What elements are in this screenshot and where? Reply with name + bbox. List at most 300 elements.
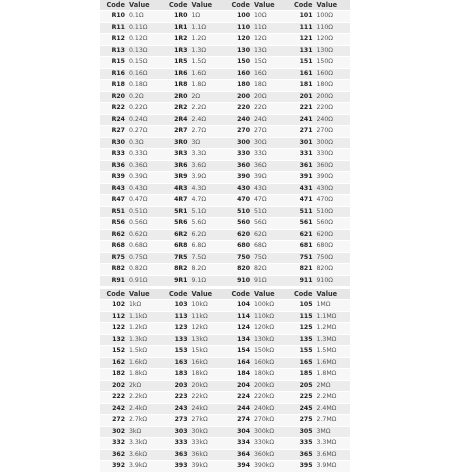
resistor-code: 135 [299, 335, 313, 343]
resistance-value: 4.3Ω [191, 184, 207, 192]
resistor-code: 335 [299, 439, 313, 446]
resistance-value: 0.39Ω [129, 173, 148, 180]
resistance-value: 130Ω [316, 46, 334, 54]
resistance-value: 200kΩ [254, 381, 275, 389]
table-row [163, 438, 226, 450]
resistor-code: 224 [237, 393, 250, 400]
resistor-code: 113 [174, 312, 188, 320]
resistor-code: 511 [299, 207, 313, 215]
table-row [163, 276, 226, 288]
resistor-code: 105 [299, 301, 313, 308]
table-row [100, 23, 163, 35]
resistor-code: 245 [299, 404, 313, 412]
resistance-value: 100Ω [316, 12, 334, 19]
resistor-code: 125 [299, 324, 313, 331]
table-row [163, 184, 226, 196]
resistance-value: 9.1Ω [191, 276, 207, 284]
resistance-value: 510Ω [316, 207, 334, 215]
resistance-value: 16Ω [254, 69, 267, 77]
resistor-code: 104 [237, 301, 250, 308]
resistor-code: R18 [111, 81, 125, 88]
resistance-value: 0.12Ω [129, 35, 148, 42]
resistor-code: 1R3 [174, 46, 188, 54]
table-row [225, 161, 288, 173]
column-header [100, 289, 163, 300]
resistance-value: 18kΩ [191, 370, 208, 377]
resistor-code: 164 [237, 358, 250, 366]
table-row [100, 358, 163, 370]
table-row [163, 358, 226, 370]
header-code-label: Code [168, 1, 188, 9]
resistor-code: 122 [112, 324, 125, 331]
resistance-value: 180kΩ [254, 370, 275, 377]
table-row [163, 392, 226, 404]
table-row [100, 427, 163, 439]
resistance-value: 0.15Ω [129, 58, 148, 65]
table-row [225, 276, 288, 288]
resistance-value: 0.43Ω [129, 184, 148, 192]
resistance-value: 1.1kΩ [129, 312, 148, 320]
resistor-code: 101 [299, 12, 313, 19]
header-value-label: Value [129, 1, 150, 9]
table-row [288, 264, 351, 276]
resistance-value: 68Ω [254, 242, 267, 249]
resistance-value: 2.2Ω [191, 104, 207, 111]
resistance-value: 51Ω [254, 207, 267, 215]
table-row [100, 312, 163, 324]
resistance-value: 0.68Ω [129, 242, 148, 249]
resistor-code: 134 [237, 335, 250, 343]
resistor-code: 182 [112, 370, 125, 377]
table-row [100, 323, 163, 335]
resistance-value: 750Ω [316, 253, 334, 261]
resistance-value: 27kΩ [191, 416, 208, 423]
table-row [225, 80, 288, 92]
resistance-value: 1.5kΩ [129, 347, 148, 354]
resistance-value: 220Ω [316, 104, 334, 111]
resistance-value: 2Ω [191, 92, 201, 100]
resistor-code: 334 [237, 439, 250, 446]
header-code-label: Code [231, 1, 250, 9]
resistor-code: 161 [299, 69, 313, 77]
header-value-label: Value [316, 290, 338, 298]
resistor-code: 510 [237, 207, 250, 215]
resistor-code: 114 [237, 312, 250, 320]
resistor-code: 181 [299, 81, 313, 88]
resistor-code: 330 [237, 150, 250, 157]
table-row [100, 195, 163, 207]
table-row [163, 312, 226, 324]
header-code-label: Code [293, 290, 313, 298]
table-row [163, 11, 226, 23]
resistance-value: 1.3MΩ [316, 335, 337, 343]
resistance-value: 16kΩ [191, 358, 208, 366]
resistor-code: 1R1 [174, 23, 188, 31]
resistance-value: 4.7Ω [191, 196, 207, 203]
table-row [100, 241, 163, 253]
resistor-code: 202 [112, 381, 125, 389]
resistance-value: 82Ω [254, 265, 267, 272]
resistance-value: 3.3MΩ [316, 439, 337, 446]
resistance-value: 240kΩ [254, 404, 275, 412]
resistor-code: R13 [111, 46, 125, 54]
resistance-value: 10kΩ [191, 301, 208, 308]
header-value-label: Value [191, 290, 213, 298]
resistance-value: 11Ω [254, 23, 267, 31]
resistance-value: 12kΩ [191, 324, 208, 331]
resistor-code: R75 [111, 253, 125, 261]
resistance-value: 13Ω [254, 46, 267, 54]
table-row [100, 264, 163, 276]
resistor-code: 272 [112, 416, 125, 423]
table-row [225, 23, 288, 35]
table-row [288, 253, 351, 265]
resistor-code: 6R2 [174, 230, 188, 238]
table-row [100, 92, 163, 104]
resistor-code: 470 [237, 196, 250, 203]
table-row [225, 415, 288, 427]
table-row [225, 69, 288, 81]
resistance-value: 0.27Ω [129, 127, 148, 134]
table-row [100, 438, 163, 450]
resistor-code: R62 [111, 230, 125, 238]
resistor-code: R15 [111, 58, 125, 65]
resistance-value: 18Ω [254, 81, 267, 88]
resistance-value: 110Ω [316, 23, 334, 31]
table-row [288, 323, 351, 335]
resistance-value: 3.9Ω [191, 173, 207, 180]
resistor-code: 391 [299, 173, 313, 180]
resistor-code: 273 [174, 416, 188, 423]
table-row [163, 34, 226, 46]
table-row [100, 415, 163, 427]
resistor-code: 2R7 [174, 127, 188, 134]
resistance-value: 1.1Ω [191, 23, 207, 31]
table-row [288, 218, 351, 230]
resistor-code: 680 [237, 242, 250, 249]
resistor-code: 123 [174, 324, 188, 331]
resistor-code: 361 [299, 161, 313, 169]
resistance-value: 2.2MΩ [316, 393, 337, 400]
resistor-code-table [100, 0, 350, 469]
resistance-value: 0.75Ω [129, 253, 148, 261]
table-row [100, 46, 163, 58]
resistance-value: 120Ω [316, 35, 334, 42]
resistance-value: 1.6Ω [191, 69, 207, 77]
resistor-code: 131 [299, 46, 313, 54]
resistor-code: 241 [299, 115, 313, 123]
resistance-value: 390Ω [316, 173, 334, 180]
resistor-code: 2R4 [174, 115, 188, 123]
resistor-code: R16 [111, 69, 125, 77]
table-row [163, 264, 226, 276]
table-row [288, 369, 351, 381]
table-row [100, 218, 163, 230]
resistor-code: 393 [174, 462, 188, 469]
resistor-code: 1R8 [174, 81, 188, 88]
resistance-value: 1.6kΩ [129, 358, 148, 366]
resistance-value: 2.4MΩ [316, 404, 337, 412]
table-row [225, 207, 288, 219]
table-row [163, 80, 226, 92]
resistance-value: 30Ω [254, 138, 267, 146]
resistance-value: 0.22Ω [129, 104, 148, 111]
resistance-value: 2.2kΩ [129, 393, 148, 400]
table-row [225, 300, 288, 312]
resistance-value: 0.16Ω [129, 69, 148, 77]
resistor-code: 204 [237, 381, 250, 389]
table-row [163, 115, 226, 127]
resistance-value: 0.13Ω [129, 46, 148, 54]
resistor-code: 115 [299, 312, 313, 320]
table-row [163, 323, 226, 335]
resistance-value: 390kΩ [254, 462, 275, 469]
resistance-value: 120kΩ [254, 324, 275, 331]
table-row [163, 207, 226, 219]
resistor-code: 301 [299, 138, 313, 146]
resistance-value: 160Ω [316, 69, 334, 77]
resistance-value: 2.7MΩ [316, 416, 337, 423]
table-row [100, 392, 163, 404]
resistor-code: 820 [237, 265, 250, 272]
table-row [225, 126, 288, 138]
resistance-value: 1.8Ω [191, 81, 207, 88]
resistor-code: 8R2 [174, 265, 188, 272]
resistance-value: 0.33Ω [129, 150, 148, 157]
resistor-code: 201 [299, 92, 313, 100]
resistance-value: 2.7Ω [191, 127, 207, 134]
column-header [288, 289, 351, 300]
resistor-code: R82 [111, 265, 125, 272]
resistance-value: 1kΩ [129, 301, 142, 308]
table-row [288, 461, 351, 473]
resistance-value: 270kΩ [254, 416, 275, 423]
resistor-code: 300 [237, 138, 250, 146]
table-row [100, 369, 163, 381]
resistance-value: 20Ω [254, 92, 267, 100]
resistance-value: 330kΩ [254, 439, 275, 446]
resistor-code: 225 [299, 393, 313, 400]
column-header [288, 0, 351, 11]
resistance-value: 0.36Ω [129, 161, 148, 169]
resistance-value: 1.8kΩ [129, 370, 148, 377]
table-row [225, 46, 288, 58]
resistor-code: 751 [299, 253, 313, 261]
resistor-code: 183 [174, 370, 188, 377]
resistor-code: R22 [111, 104, 125, 111]
resistor-code: 154 [237, 347, 250, 354]
table-row [225, 138, 288, 150]
table-row [225, 438, 288, 450]
resistor-code: 331 [299, 150, 313, 157]
table-row [288, 46, 351, 58]
resistance-value: 0.47Ω [129, 196, 148, 203]
resistor-code: 304 [237, 427, 250, 435]
resistance-value: 180Ω [316, 81, 334, 88]
resistor-code: 275 [299, 416, 313, 423]
resistance-value: 0.62Ω [129, 230, 148, 238]
resistor-code: 362 [112, 450, 125, 458]
resistor-code: 2R2 [174, 104, 188, 111]
resistor-code: R36 [111, 161, 125, 169]
table-row [225, 92, 288, 104]
table-row [100, 230, 163, 242]
table-row [100, 461, 163, 473]
resistance-value: 680Ω [316, 242, 334, 249]
table-row [100, 34, 163, 46]
header-value-label: Value [316, 1, 338, 9]
resistance-value: 91Ω [254, 276, 267, 284]
resistor-code: 103 [174, 301, 188, 308]
column-header [100, 0, 163, 11]
table-row [288, 126, 351, 138]
resistance-value: 75Ω [254, 253, 267, 261]
table-row [100, 300, 163, 312]
table-row [288, 230, 351, 242]
resistance-value: 330Ω [316, 150, 334, 157]
resistance-value: 3.9MΩ [316, 462, 337, 469]
resistance-value: 220kΩ [254, 393, 275, 400]
resistance-value: 2kΩ [129, 381, 142, 389]
resistor-code: 395 [299, 462, 313, 469]
table-row [163, 218, 226, 230]
table-row [288, 138, 351, 150]
table-row [100, 103, 163, 115]
table-row [288, 300, 351, 312]
resistor-code: 365 [299, 450, 313, 458]
resistance-value: 150kΩ [254, 347, 275, 354]
table-row [163, 241, 226, 253]
column-header [163, 0, 226, 11]
resistance-value: 12Ω [254, 35, 267, 42]
header-value-label: Value [129, 290, 150, 298]
table-row [225, 450, 288, 462]
table-row [288, 149, 351, 161]
resistance-value: 0.82Ω [129, 265, 148, 272]
resistor-code: 220 [237, 104, 250, 111]
table-row [225, 358, 288, 370]
resistance-value: 1MΩ [316, 301, 331, 308]
table-row [100, 138, 163, 150]
resistance-value: 3kΩ [129, 427, 142, 435]
resistance-value: 5.1Ω [191, 207, 207, 215]
column-header [225, 289, 288, 300]
header-code-label: Code [231, 290, 250, 298]
resistor-code: 242 [112, 404, 125, 412]
table-row [163, 92, 226, 104]
resistance-value: 6.2Ω [191, 230, 207, 238]
table-row [163, 103, 226, 115]
resistor-code: 121 [299, 35, 313, 42]
resistance-value: 2.7kΩ [129, 416, 148, 423]
resistance-value: 240Ω [316, 115, 334, 123]
table-row [163, 149, 226, 161]
resistor-code: R68 [111, 242, 125, 249]
table-row [163, 161, 226, 173]
table-row [288, 427, 351, 439]
resistance-value: 1.2kΩ [129, 324, 148, 331]
resistor-code: 302 [112, 427, 125, 435]
resistor-code: R12 [111, 35, 125, 42]
resistor-code: 271 [299, 127, 313, 134]
table-row [163, 427, 226, 439]
resistance-value: 3Ω [191, 138, 201, 146]
table-row [288, 241, 351, 253]
resistance-value: 8.2Ω [191, 265, 207, 272]
table-row [100, 207, 163, 219]
resistance-value: 820Ω [316, 265, 334, 272]
resistance-value: 22Ω [254, 104, 267, 111]
resistance-value: 1.6MΩ [316, 358, 337, 366]
table-row [225, 218, 288, 230]
resistance-value: 62Ω [254, 230, 267, 238]
table-row [288, 172, 351, 184]
table-row [163, 126, 226, 138]
table-row [225, 264, 288, 276]
header-code-label: Code [106, 290, 125, 298]
resistance-value: 0.91Ω [129, 276, 148, 284]
resistance-value: 3.3kΩ [129, 439, 148, 446]
resistance-value: 43Ω [254, 184, 267, 192]
resistor-code: 360 [237, 161, 250, 169]
table-row [288, 312, 351, 324]
table-row [163, 404, 226, 416]
resistance-value: 1.8MΩ [316, 370, 337, 377]
resistor-code: 102 [112, 301, 125, 308]
resistance-value: 56Ω [254, 219, 267, 226]
resistance-value: 2.4Ω [191, 115, 207, 123]
resistor-code: 1R2 [174, 35, 188, 42]
table-row [163, 335, 226, 347]
table-row [225, 404, 288, 416]
header-code-label: Code [106, 1, 125, 9]
resistor-code: 390 [237, 173, 250, 180]
resistance-value: 0.18Ω [129, 81, 148, 88]
resistance-value: 100kΩ [254, 301, 275, 308]
resistance-value: 27Ω [254, 127, 267, 134]
table-row [163, 450, 226, 462]
resistor-code: R51 [111, 207, 125, 215]
resistance-value: 33kΩ [191, 439, 208, 446]
resistor-code: 911 [299, 276, 313, 284]
column-header [163, 289, 226, 300]
table-row [163, 138, 226, 150]
table-row [163, 461, 226, 473]
resistor-code: 180 [237, 81, 250, 88]
table-row [100, 346, 163, 358]
resistance-value: 24kΩ [191, 404, 208, 412]
resistor-code: 7R5 [174, 253, 188, 261]
table-row [225, 241, 288, 253]
table-row [288, 276, 351, 288]
table-row [100, 11, 163, 23]
resistance-value: 3.6kΩ [129, 450, 148, 458]
resistor-code: 363 [174, 450, 188, 458]
table-row [100, 253, 163, 265]
resistor-code: 821 [299, 265, 313, 272]
resistance-value: 360kΩ [254, 450, 275, 458]
resistance-value: 36kΩ [191, 450, 208, 458]
table-row [225, 34, 288, 46]
resistor-code: 394 [237, 462, 250, 469]
resistance-value: 39Ω [254, 173, 267, 180]
table-row [225, 312, 288, 324]
table-row [163, 172, 226, 184]
header-value-label: Value [254, 290, 275, 298]
resistor-code: 3R6 [174, 161, 188, 169]
resistor-code: 392 [112, 462, 125, 469]
resistance-value: 15kΩ [191, 347, 208, 354]
